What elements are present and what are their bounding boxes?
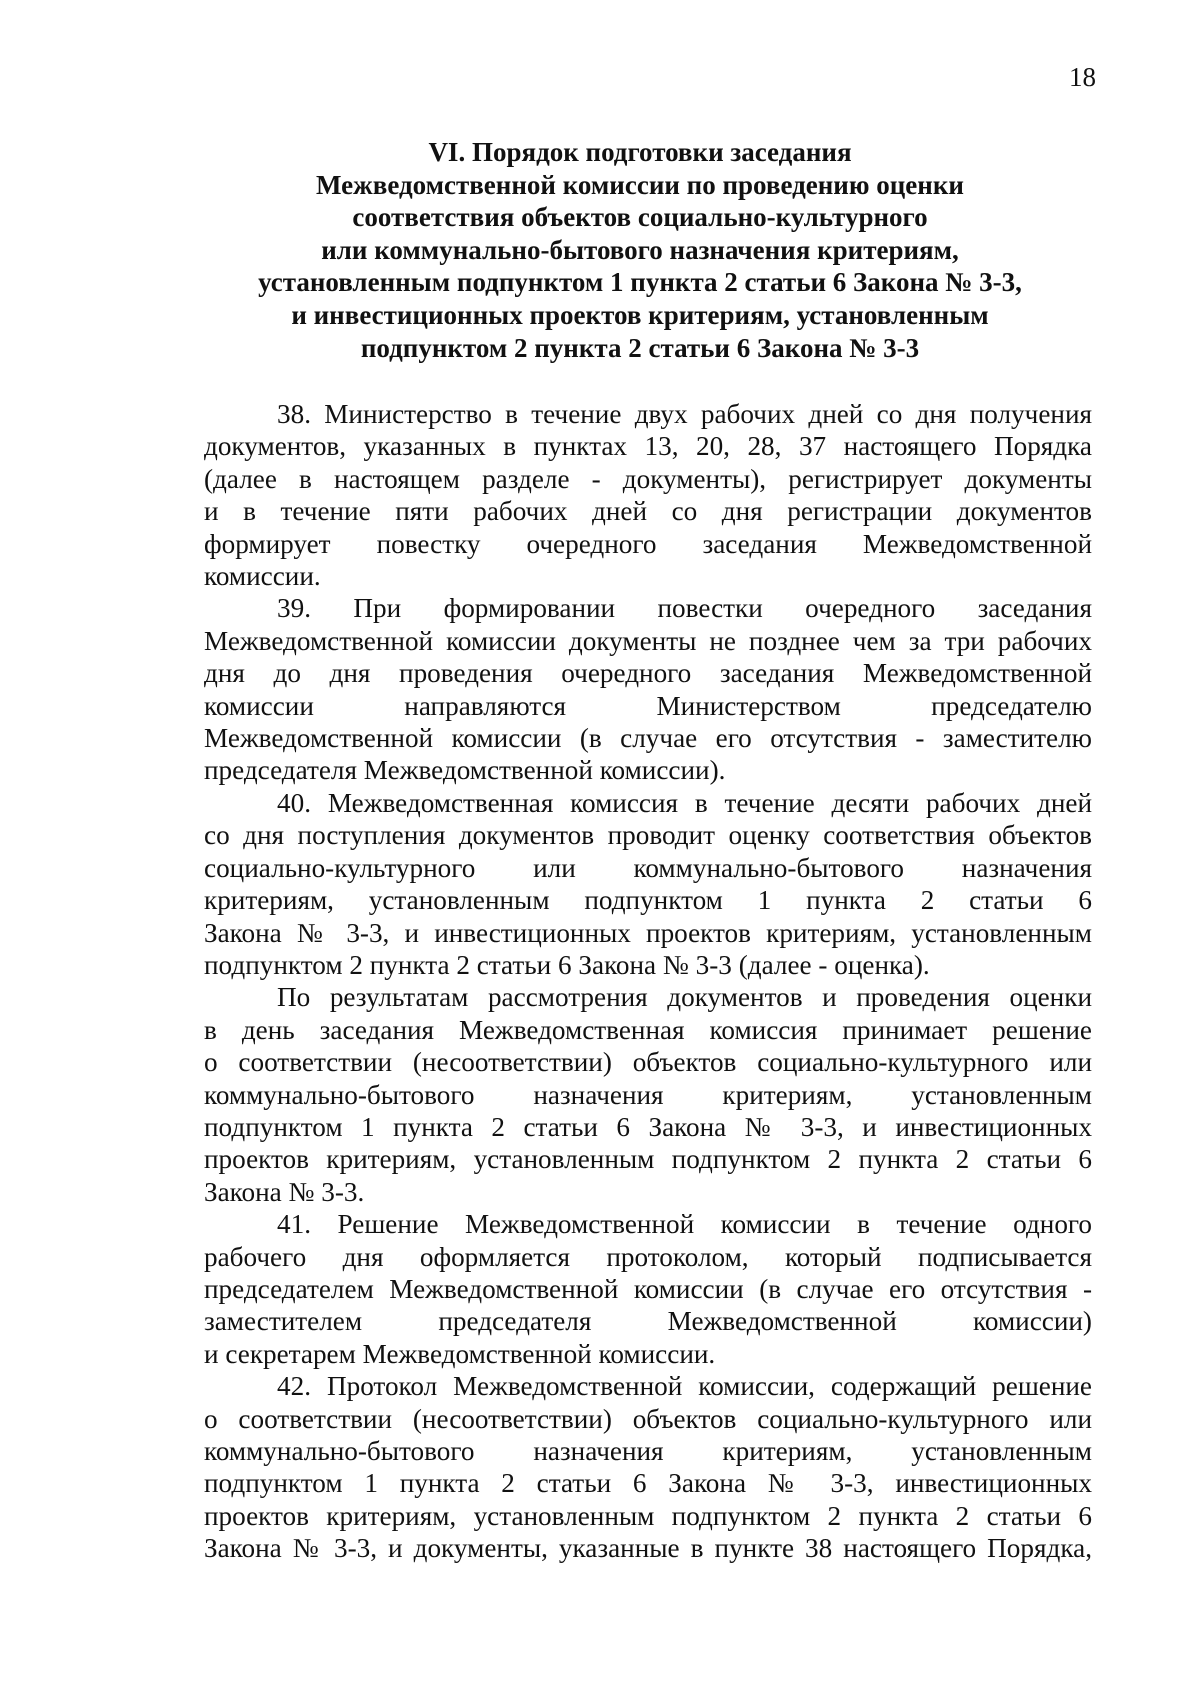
paragraph-line: формирует повестку очередного заседания Межведомственной — [204, 528, 1092, 559]
paragraph-line: Закона № 3-3, и инвестиционных проектов критериям, установленным — [204, 917, 1092, 948]
section-heading — [190, 136, 1090, 364]
paragraph-line: подпунктом 1 пункта 2 статьи 6 Закона № 3-3, инвестиционных — [204, 1468, 1092, 1499]
paragraph-line: Закона № 3-3. — [204, 1176, 365, 1207]
heading-line: VI. Порядок подготовки заседания — [428, 137, 852, 167]
paragraph-line: 42. Протокол Межведомственной комиссии, содержащий решение — [277, 1371, 1092, 1402]
paragraph-line: документов, указанных в пунктах 13, 20, 28, 37 настоящего Порядка — [204, 431, 1092, 462]
heading-line: Межведомственной комиссии по проведению оценки — [316, 169, 964, 200]
paragraph-line: подпунктом 2 пункта 2 статьи 6 Закона № 3-3 (далее - оценка). — [204, 949, 930, 980]
paragraph — [204, 592, 1092, 786]
paragraph-line: о соответствии (несоответствии) объектов социально-культурного или — [204, 1047, 1092, 1078]
paragraph — [204, 1370, 1092, 1564]
paragraph-line: (далее в настоящем разделе - документы), регистрирует документы — [204, 463, 1092, 494]
paragraph-line: комиссии направляются Министерством председателю — [204, 690, 1092, 721]
paragraph-line: о соответствии (несоответствии) объектов социально-культурного или — [204, 1403, 1092, 1434]
paragraph-line: коммунально-бытового назначения критериям, установленным — [204, 1436, 1092, 1466]
paragraph-line: председателя Межведомственной комиссии). — [204, 755, 726, 786]
page-number: 18 — [1069, 62, 1096, 92]
paragraph — [204, 1208, 1092, 1370]
paragraph — [204, 398, 1092, 592]
paragraph-line: По результатам рассмотрения документов и проведения оценки — [277, 982, 1092, 1013]
paragraph-line: коммунально-бытового назначения критериям, установленным — [204, 1079, 1092, 1110]
paragraph-line: 39. При формировании повестки очередного заседания — [277, 593, 1092, 624]
paragraph-line: и в течение пяти рабочих дней со дня регистрации документов — [204, 496, 1092, 527]
heading-line: установленным подпунктом 1 пункта 2 статьи 6 Закона № 3-3, — [258, 267, 1022, 298]
paragraph-line: критериям, установленным подпунктом 1 пункта 2 статьи 6 — [204, 885, 1092, 916]
paragraph-line: 38. Министерство в течение двух рабочих дней со дня получения — [277, 399, 1092, 429]
paragraph-line: председателем Межведомственной комиссии (в случае его отсутствия - — [204, 1273, 1092, 1304]
heading-line: или коммунально-бытового назначения критериям, — [321, 234, 959, 265]
paragraph-line: рабочего дня оформляется протоколом, который подписывается — [204, 1241, 1092, 1272]
document-body — [204, 398, 1092, 1565]
heading-line: и инвестиционных проектов критериям, установленным — [291, 299, 989, 330]
paragraph — [204, 787, 1092, 981]
paragraph-line: социально-культурного или коммунально-бытового назначения — [204, 852, 1092, 883]
paragraph-line: Закона № 3-3, и документы, указанные в пункте 38 настоящего Порядка, — [204, 1533, 1092, 1564]
paragraph-line: 40. Межведомственная комиссия в течение десяти рабочих дней — [277, 787, 1092, 818]
paragraph-line: проектов критериям, установленным подпунктом 2 пункта 2 статьи 6 — [204, 1500, 1092, 1531]
paragraph-line: Межведомственной комиссии (в случае его отсутствия - заместителю — [204, 723, 1092, 754]
paragraph-line: проектов критериям, установленным подпунктом 2 пункта 2 статьи 6 — [204, 1144, 1092, 1175]
paragraph-line: дня до дня проведения очередного заседания Межведомственной — [204, 658, 1092, 689]
paragraph-line: со дня поступления документов проводит оценку соответствия объектов — [204, 820, 1092, 851]
paragraph-line: Межведомственной комиссии документы не позднее чем за три рабочих — [204, 625, 1092, 656]
paragraph-line: подпунктом 1 пункта 2 статьи 6 Закона № 3-3, и инвестиционных — [204, 1111, 1092, 1142]
heading-line: подпунктом 2 пункта 2 статьи 6 Закона № 3-3 — [360, 332, 920, 363]
paragraph-line: в день заседания Межведомственная комиссия принимает решение — [204, 1014, 1092, 1045]
heading-line: соответствия объектов социально-культурного — [352, 202, 928, 233]
paragraph — [204, 981, 1092, 1208]
paragraph-line: 41. Решение Межведомственной комиссии в течение одного — [277, 1209, 1092, 1240]
paragraph-line: и секретарем Межведомственной комиссии. — [204, 1338, 716, 1369]
paragraph-line: заместителем председателя Межведомственной комиссии) — [204, 1306, 1092, 1337]
paragraph-line: комиссии. — [204, 561, 321, 592]
